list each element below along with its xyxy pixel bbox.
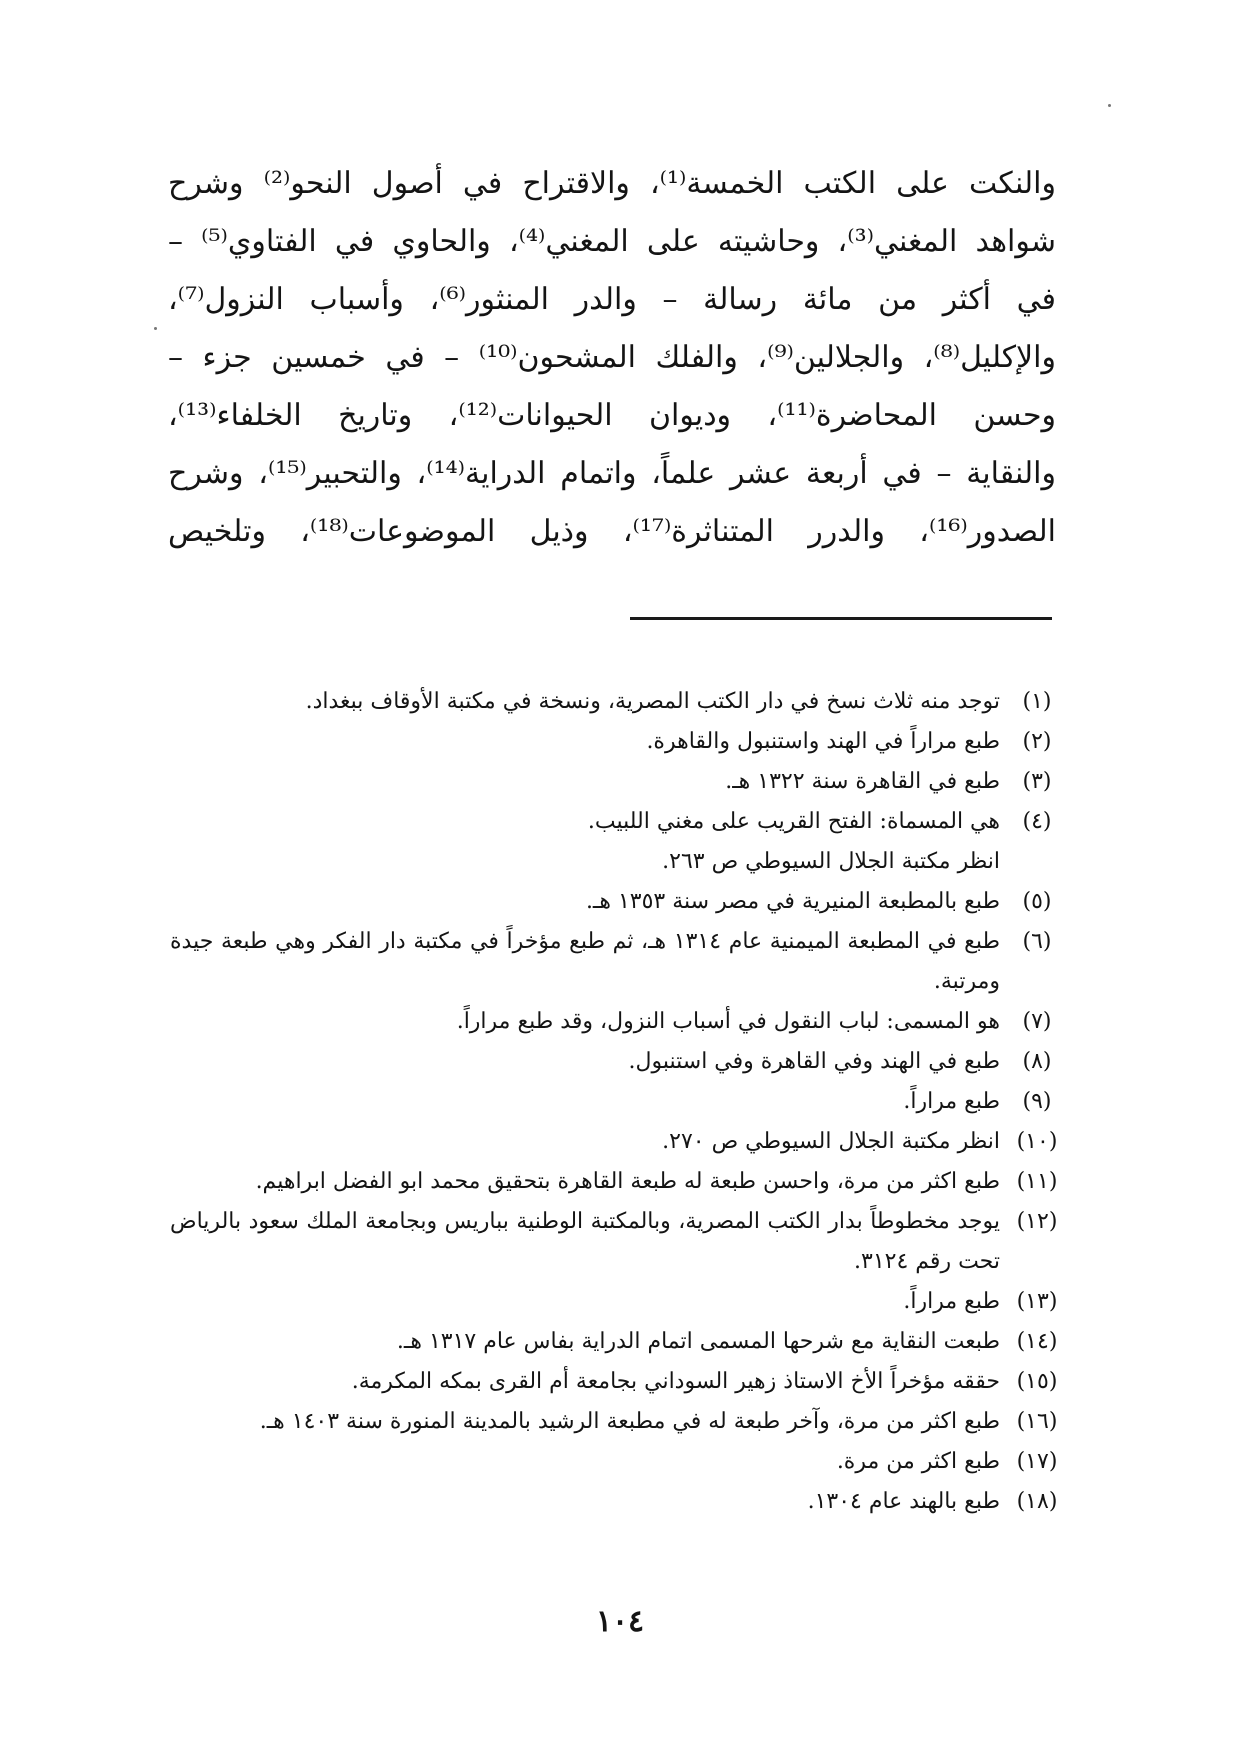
footnote-number: (١١) bbox=[1016, 1169, 1058, 1194]
footnote-number: (٩) bbox=[1022, 1089, 1052, 1114]
footnote-text: طبع في القاهرة سنة ١٣٢٢ هـ. bbox=[725, 769, 1000, 794]
footnote-number: (١٥) bbox=[1016, 1369, 1058, 1394]
footnote-text: طبع في الهند وفي القاهرة وفي استنبول. bbox=[628, 1049, 1000, 1074]
footnote-text: طبعت النقاية مع شرحها المسمى اتمام الدراية بفاس عام ١٣١٧ هـ. bbox=[396, 1329, 1000, 1354]
footnote-separator-rule bbox=[630, 617, 1052, 620]
footnote-number: (٦) bbox=[1022, 929, 1052, 954]
scan-speck bbox=[154, 327, 157, 330]
page-number: ١٠٤ bbox=[595, 1604, 645, 1639]
main-text-line: شواهد المغني⁽³⁾، وحاشيته على المغني⁽⁴⁾، والحاوي في الفتاوي⁽⁵⁾ – bbox=[168, 224, 1056, 259]
main-text-line: في أكثر من مائة رسالة – والدر المنثور⁽⁶⁾، وأسباب النزول⁽⁷⁾، bbox=[168, 282, 1056, 317]
footnote-number: (١٤) bbox=[1016, 1329, 1058, 1354]
footnote-text: طبع اكثر من مرة، واحسن طبعة له طبعة القاهرة بتحقيق محمد ابو الفضل ابراهيم. bbox=[255, 1169, 1000, 1194]
footnote-number: (٨) bbox=[1022, 1049, 1052, 1074]
main-text-block bbox=[168, 155, 1056, 561]
footnote-number: (١٠) bbox=[1016, 1129, 1058, 1154]
main-text-line: والنقاية – في أربعة عشر علماً، واتمام الدراية⁽¹⁴⁾، والتحبير⁽¹⁵⁾، وشرح bbox=[168, 456, 1056, 491]
footnote-text: طبع مراراً. bbox=[903, 1089, 1000, 1114]
footnote-item bbox=[170, 1282, 1062, 1322]
footnote-text: يوجد مخطوطاً بدار الكتب المصرية، وبالمكتبة الوطنية بباريس وبجامعة الملك سعود بالرياض تحت رقم ٣١٢٤. bbox=[170, 1209, 1000, 1274]
footnote-text: هي المسماة: الفتح القريب على مغني اللبيب. bbox=[587, 809, 1000, 834]
footnote-item bbox=[170, 682, 1062, 722]
footnote-text: طبع في المطبعة الميمنية عام ١٣١٤ هـ، ثم طبع مؤخراً في مكتبة دار الفكر وهي طبعة جيدة ومرتبة. bbox=[170, 929, 1000, 994]
footnote-item bbox=[170, 1402, 1062, 1442]
footnote-text: طبع اكثر من مرة. bbox=[836, 1449, 1000, 1474]
footnote-text: طبع اكثر من مرة، وآخر طبعة له في مطبعة الرشيد بالمدينة المنورة سنة ١٤٠٣ هـ. bbox=[259, 1409, 1000, 1434]
footnote-item bbox=[170, 1042, 1062, 1082]
footnote-item bbox=[170, 1162, 1062, 1202]
footnote-number: (٧) bbox=[1022, 1009, 1052, 1034]
footnote-item bbox=[170, 762, 1062, 802]
footnote-item bbox=[170, 1322, 1062, 1362]
footnote-number: (٥) bbox=[1022, 889, 1052, 914]
footnote-item bbox=[170, 1082, 1062, 1122]
footnote-text: هو المسمى: لباب النقول في أسباب النزول، وقد طبع مراراً. bbox=[456, 1009, 1000, 1034]
footnotes-list bbox=[170, 682, 1062, 1522]
footnote-number: (١) bbox=[1022, 689, 1052, 714]
footnote-text: انظر مكتبة الجلال السيوطي ص ٢٧٠. bbox=[662, 1129, 1000, 1154]
main-text-line: وحسن المحاضرة⁽¹¹⁾، وديوان الحيوانات⁽¹²⁾، وتاريخ الخلفاء⁽¹³⁾، bbox=[168, 398, 1056, 433]
footnote-text: طبع مراراً. bbox=[903, 1289, 1000, 1314]
footnote-text: طبع بالهند عام ١٣٠٤. bbox=[807, 1489, 1000, 1514]
footnote-number: (٢) bbox=[1022, 729, 1052, 754]
scan-speck bbox=[1108, 104, 1111, 107]
footnote-text: طبع بالمطبعة المنيرية في مصر سنة ١٣٥٣ هـ. bbox=[585, 889, 1000, 914]
main-text-line: الصدور⁽¹⁶⁾، والدرر المتناثرة⁽¹⁷⁾، وذيل الموضوعات⁽¹⁸⁾، وتلخيص bbox=[168, 514, 1056, 549]
footnote-item bbox=[170, 1122, 1062, 1162]
footnote-item bbox=[170, 1362, 1062, 1402]
footnote-text: توجد منه ثلاث نسخ في دار الكتب المصرية، ونسخة في مكتبة الأوقاف ببغداد. bbox=[305, 689, 1000, 714]
footnote-number: (١٢) bbox=[1016, 1209, 1058, 1234]
footnote-number: (١٦) bbox=[1016, 1409, 1058, 1434]
main-text-line: والإكليل⁽⁸⁾، والجلالين⁽⁹⁾، والفلك المشحون⁽¹⁰⁾ – في خمسين جزء – bbox=[168, 340, 1056, 375]
footnote-item bbox=[170, 922, 1062, 1002]
footnote-item bbox=[170, 1442, 1062, 1482]
footnote-number: (١٣) bbox=[1016, 1289, 1058, 1314]
footnote-text: حققه مؤخراً الأخ الاستاذ زهير السوداني بجامعة أم القرى بمكه المكرمة. bbox=[351, 1369, 1000, 1394]
footnote-number: (٤) bbox=[1022, 809, 1052, 834]
footnote-item bbox=[170, 1002, 1062, 1042]
footnote-text-continuation: انظر مكتبة الجلال السيوطي ص ٢٦٣. bbox=[662, 849, 1000, 874]
footnote-text: طبع مراراً في الهند واستنبول والقاهرة. bbox=[646, 729, 1000, 754]
footnote-item bbox=[170, 1202, 1062, 1282]
footnote-item bbox=[170, 722, 1062, 762]
footnote-item bbox=[170, 802, 1062, 882]
footnote-number: (٣) bbox=[1022, 769, 1052, 794]
footnote-item bbox=[170, 1482, 1062, 1522]
main-text-line: والنكت على الكتب الخمسة⁽¹⁾، والاقتراح في أصول النحو⁽²⁾ وشرح bbox=[168, 166, 1056, 201]
footnote-item bbox=[170, 882, 1062, 922]
footnote-number: (١٧) bbox=[1016, 1449, 1058, 1474]
footnote-number: (١٨) bbox=[1016, 1489, 1058, 1514]
